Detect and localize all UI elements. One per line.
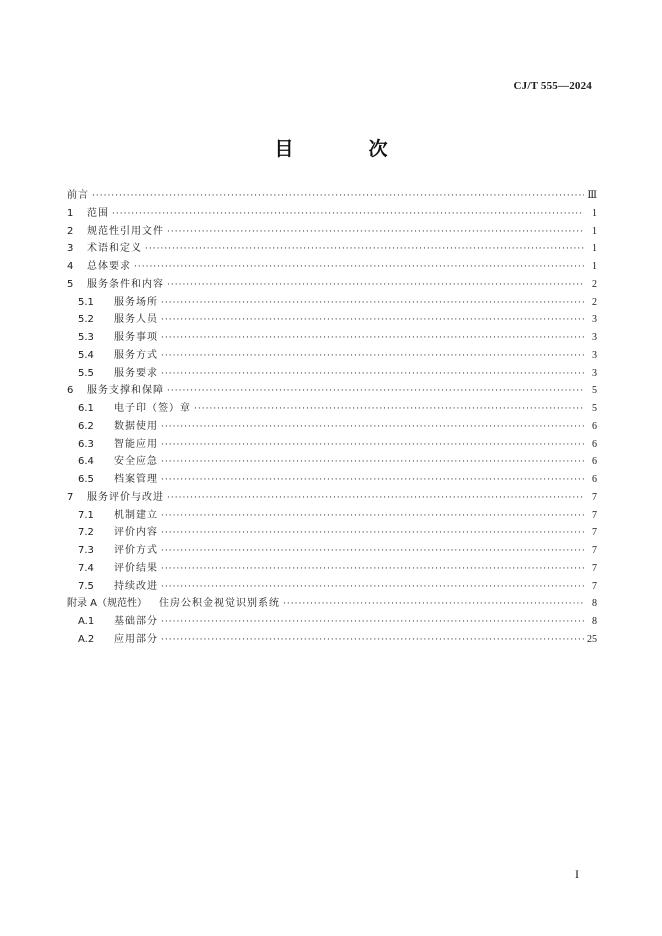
toc-entry-number: 7.4: [78, 562, 94, 574]
toc-entry[interactable]: [67, 240, 597, 258]
toc-entry-number: 6.2: [78, 420, 94, 432]
toc-entry-page: 2: [592, 296, 597, 308]
toc-leader-dots: [194, 401, 584, 419]
toc-entry[interactable]: [67, 631, 597, 649]
toc-leader-dots: [167, 383, 584, 401]
toc-leader-dots: [167, 224, 584, 242]
toc-entry-page: 8: [592, 598, 597, 610]
toc-entry-title: 数据使用: [114, 420, 158, 432]
toc-entry[interactable]: [67, 542, 597, 560]
toc-entry[interactable]: [67, 382, 597, 400]
toc-entry[interactable]: [67, 560, 597, 578]
toc-entry-title: 总体要求: [87, 261, 131, 272]
toc-entry-page: 5: [592, 403, 597, 414]
toc-entry-number: 6.1: [78, 403, 94, 414]
toc-entry-page: 7: [592, 580, 597, 592]
toc-leader-dots: [161, 543, 584, 561]
toc-entry-title: 基础部分: [114, 616, 158, 627]
toc-entry-title: 服务要求: [114, 367, 158, 379]
toc-entry[interactable]: [67, 436, 597, 454]
toc-entry[interactable]: [67, 258, 597, 276]
toc-entry[interactable]: [67, 276, 597, 294]
toc-entry-title: 应用部分: [114, 633, 158, 645]
toc-leader-dots: [161, 348, 584, 366]
toc-entry-page: 6: [592, 438, 597, 450]
toc-entry-number: 2: [67, 225, 74, 237]
toc-leader-dots: [283, 596, 584, 614]
toc-entry[interactable]: [67, 294, 597, 312]
toc-leader-dots: [161, 366, 584, 384]
toc-entry-number: 3: [67, 243, 74, 255]
toc-leader-dots: [161, 508, 584, 526]
toc-entry-page: 1: [592, 225, 597, 237]
toc-entry[interactable]: [67, 613, 597, 631]
toc-entry-title: 服务条件和内容: [87, 278, 164, 290]
toc-entry[interactable]: [67, 223, 597, 241]
toc-entry-title: 评价结果: [114, 562, 158, 574]
toc-entry-title: 服务方式: [114, 349, 158, 361]
toc-entry-number: 1: [67, 207, 74, 219]
toc-entry-number: 4: [67, 261, 74, 272]
toc-entry-number: 7.1: [78, 509, 94, 521]
toc-entry-page: 25: [587, 633, 597, 645]
toc-leader-dots: [134, 259, 584, 277]
toc-entry-number: 5.1: [78, 296, 94, 308]
toc-entry[interactable]: [67, 418, 597, 436]
toc-leader-dots: [92, 188, 584, 206]
toc-entry-title: 档案管理: [114, 474, 158, 485]
toc-entry[interactable]: [67, 595, 597, 613]
toc-entry-page: 3: [592, 314, 597, 326]
toc-entry-page: 3: [592, 349, 597, 361]
toc-entry-page: 3: [592, 332, 597, 343]
toc-leader-dots: [161, 454, 584, 472]
toc-leader-dots: [161, 614, 584, 632]
toc-entry-title: 范围: [87, 207, 109, 219]
toc-leader-dots: [161, 472, 584, 490]
toc-entry-page: 5: [592, 385, 597, 397]
toc-entry-number: 5: [67, 278, 74, 290]
toc-leader-dots: [161, 330, 584, 348]
toc-leader-dots: [161, 312, 584, 330]
toc-entry-number: 6: [67, 385, 74, 397]
page-title: 目 次: [274, 138, 416, 160]
toc-entry-number: 6.5: [78, 474, 94, 485]
toc-entry-number: 5.3: [78, 332, 94, 343]
toc-entry[interactable]: [67, 578, 597, 596]
toc-entry-title: 服务评价与改进: [87, 491, 164, 503]
toc-entry[interactable]: [67, 453, 597, 471]
toc-entry-title: 评价内容: [114, 527, 158, 539]
toc-entry-title: 服务场所: [114, 296, 158, 308]
toc-entry-page: 7: [592, 562, 597, 574]
toc-entry-number: 6.4: [78, 456, 94, 468]
toc-leader-dots: [161, 525, 584, 543]
toc-entry[interactable]: [67, 365, 597, 383]
toc-entry-number: 5.5: [78, 367, 94, 379]
toc-entry-title: 智能应用: [114, 438, 158, 450]
toc-entry-page: 1: [592, 261, 597, 272]
toc-entry-page: 8: [592, 616, 597, 627]
toc-entry[interactable]: [67, 471, 597, 489]
toc-entry-number: 6.3: [78, 438, 94, 450]
toc-entry[interactable]: [67, 347, 597, 365]
toc-entry-number: 7.3: [78, 545, 94, 556]
standard-code: CJ/T 555—2024: [513, 80, 592, 92]
toc-entry-page: 2: [592, 278, 597, 290]
toc-entry-title: 电子印（签）章: [114, 403, 191, 414]
toc-entry-page: 6: [592, 474, 597, 485]
toc-entry-page: 7: [592, 545, 597, 556]
toc-leader-dots: [161, 295, 584, 313]
toc-entry-title: 机制建立: [114, 509, 158, 521]
toc-leader-dots: [161, 437, 584, 455]
toc-entry-number: 7.5: [78, 580, 94, 592]
toc-entry[interactable]: [67, 329, 597, 347]
toc-entry[interactable]: [67, 524, 597, 542]
table-of-contents: [67, 187, 597, 649]
toc-entry-title: 规范性引用文件: [87, 225, 164, 237]
toc-leader-dots: [161, 419, 584, 437]
toc-entry-title: 服务人员: [114, 314, 158, 326]
toc-entry-page: Ⅲ: [587, 190, 597, 201]
toc-entry[interactable]: [67, 311, 597, 329]
toc-entry[interactable]: [67, 205, 597, 223]
toc-entry-number: A.1: [78, 616, 95, 627]
toc-entry[interactable]: [67, 400, 597, 418]
toc-entry-number: 5.4: [78, 349, 94, 361]
toc-leader-dots: [167, 490, 584, 508]
toc-entry[interactable]: [67, 187, 597, 205]
toc-entry-title: 术语和定义: [87, 243, 142, 255]
toc-entry[interactable]: [67, 489, 597, 507]
toc-entry-title: 服务支撑和保障: [87, 385, 164, 397]
toc-entry-title: 住房公积金视觉识别系统: [159, 598, 281, 610]
toc-entry-number: A.2: [78, 633, 95, 645]
toc-entry-page: 7: [592, 491, 597, 503]
toc-entry-page: 1: [592, 243, 597, 255]
toc-entry-title: 安全应急: [114, 456, 158, 468]
toc-entry-page: 6: [592, 456, 597, 468]
toc-leader-dots: [161, 561, 584, 579]
toc-entry-page: 7: [592, 509, 597, 521]
toc-entry-number: 7: [67, 491, 74, 503]
page-number: I: [575, 867, 579, 881]
toc-entry-number: 5.2: [78, 314, 94, 326]
toc-entry-title: 评价方式: [114, 545, 158, 556]
toc-entry-number: 7.2: [78, 527, 94, 539]
toc-entry-title: 服务事项: [114, 332, 158, 343]
toc-entry-page: 1: [592, 207, 597, 219]
toc-leader-dots: [161, 632, 584, 650]
toc-entry-page: 6: [592, 420, 597, 432]
toc-leader-dots: [161, 579, 584, 597]
toc-entry[interactable]: [67, 507, 597, 525]
toc-leader-dots: [112, 206, 584, 224]
toc-entry-page: 7: [592, 527, 597, 539]
toc-leader-dots: [167, 277, 584, 295]
toc-entry-number: 附录 A（规范性）: [67, 598, 148, 610]
toc-entry-title: 持续改进: [114, 580, 158, 592]
toc-entry-title: 前言: [67, 190, 89, 201]
toc-entry-page: 3: [592, 367, 597, 379]
toc-leader-dots: [145, 241, 584, 259]
